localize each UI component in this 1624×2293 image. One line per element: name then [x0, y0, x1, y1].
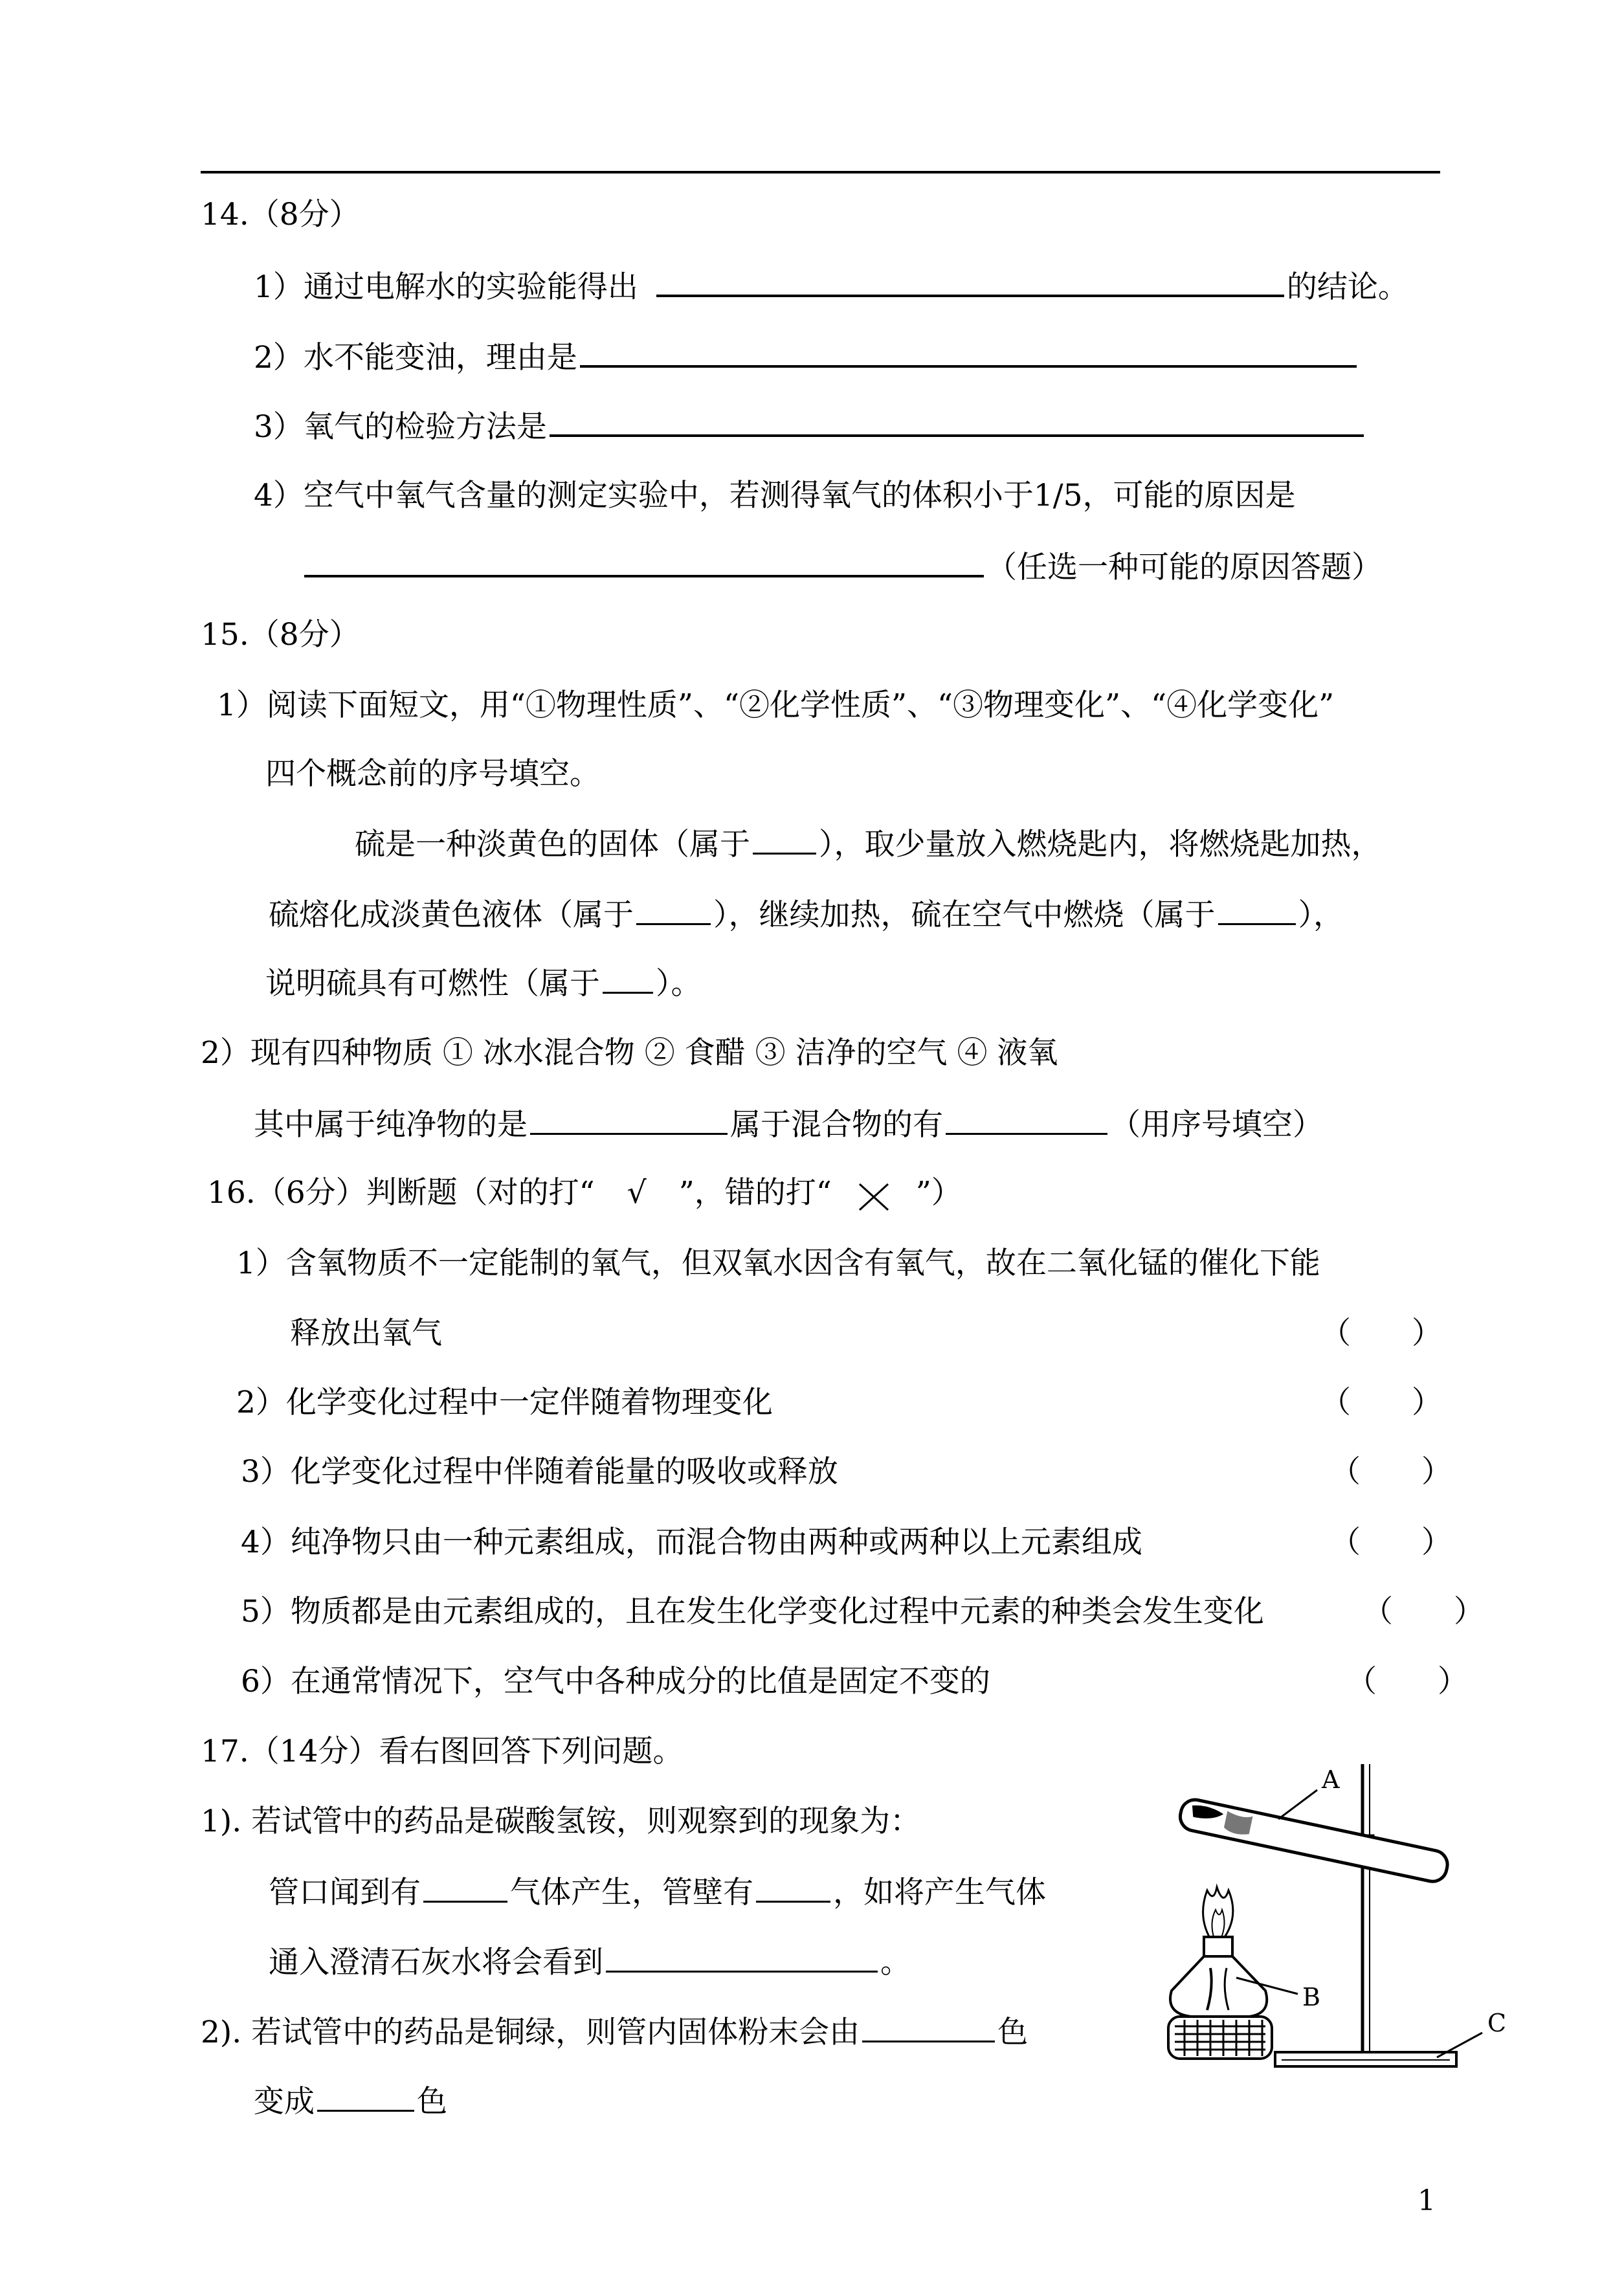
q15-para-2b: ），继续加热，硫在空气中燃烧（属于: [713, 897, 1216, 933]
q17-blank-4[interactable]: [862, 2012, 995, 2042]
q15-para-1b: ），取少量放入燃烧匙内，将燃烧匙加热，: [819, 827, 1382, 862]
q15-blank-6[interactable]: [946, 1104, 1107, 1135]
q17-item-2-cont: [254, 2081, 447, 2121]
q15-blank-3[interactable]: [1218, 897, 1296, 925]
q14-item-1: [254, 266, 1408, 307]
q16-item-1-cont: 释放出氧气: [290, 1315, 442, 1351]
q16-item-1: 1）含氧物质不一定能制的氧气，但双氧水因含有氧气，故在二氧化锰的催化下能: [236, 1246, 1320, 1281]
q15-para-3b: ）。: [656, 966, 702, 1001]
q17-item-1c: ，如将产生气体: [833, 1875, 1046, 1910]
q15-item-2a: 其中属于纯净物的是: [254, 1107, 528, 1143]
q16-header: [207, 1174, 962, 1214]
q14-blank-1[interactable]: [656, 266, 1284, 297]
q17-item-1: 1). 若试管中的药品是碳酸氢铵，则观察到的现象为：: [201, 1804, 921, 1839]
q14-item-3-text: 3）氧气的检验方法是: [254, 409, 547, 445]
q16-header-c: ”）: [915, 1175, 962, 1211]
q16-header-a: 16.（6分）判断题（对的打“: [207, 1175, 595, 1211]
q15-blank-5[interactable]: [530, 1104, 728, 1135]
q16-answer-3[interactable]: （ ）: [1330, 1454, 1452, 1490]
q15-para-line-2: [269, 896, 1344, 935]
q17-item-1-cont: [269, 1872, 1046, 1912]
q16-header-b: ”，错的打“: [678, 1175, 832, 1211]
q15-header: 15.（8分）: [201, 617, 360, 653]
q15-para-2a: 硫熔化成淡黄色液体（属于: [269, 897, 634, 933]
q14-item-2: [254, 337, 1359, 377]
cross-mark-icon: [832, 1176, 916, 1214]
q15-blank-4[interactable]: [603, 966, 653, 994]
q17-item-1a: 管口闻到有: [269, 1875, 421, 1910]
q15-item-2b: 属于混合物的有: [730, 1107, 943, 1143]
q16-item-2: 2）化学变化过程中一定伴随着物理变化: [236, 1385, 773, 1420]
q15-para-2c: ），: [1298, 897, 1344, 933]
q17-header: 17.（14分）看右图回答下列问题。: [201, 1734, 684, 1769]
q15-item-1: 1）阅读下面短文，用“①物理性质”、“②化学性质”、“③物理变化”、“④化学变化”: [217, 688, 1335, 723]
q16-answer-6[interactable]: （ ）: [1346, 1664, 1468, 1699]
q14-item-4-cont: [304, 546, 1382, 587]
q17-blank-5[interactable]: [317, 2081, 414, 2112]
figure-label-c: C: [1487, 2009, 1507, 2037]
q17-item-2: [201, 2012, 1028, 2052]
q14-header: 14.（8分）: [201, 197, 360, 232]
q14-item-1-text: 1）通过电解水的实验能得出: [254, 269, 638, 305]
q17-item-2a: 2). 若试管中的药品是铜绿，则管内固体粉末会由: [201, 2015, 860, 2050]
header-rule: [201, 171, 1440, 173]
q16-item-6: 6）在通常情况下，空气中各种成分的比值是固定不变的: [241, 1664, 990, 1699]
q15-blank-1[interactable]: [753, 827, 816, 855]
q15-para-line-1: [355, 825, 1382, 864]
q14-blank-3[interactable]: [550, 406, 1364, 437]
q17-blank-2[interactable]: [756, 1872, 830, 1903]
q14-item-4-tail: （任选一种可能的原因答题）: [986, 550, 1382, 585]
q17-item-1b: 气体产生，管壁有: [510, 1875, 753, 1910]
q17-blank-3[interactable]: [606, 1942, 878, 1973]
q16-answer-5[interactable]: （ ）: [1363, 1594, 1484, 1629]
q16-item-3: 3）化学变化过程中伴随着能量的吸收或释放: [241, 1454, 838, 1490]
q14-item-1-tail: 的结论。: [1286, 269, 1408, 305]
q16-item-5: 5）物质都是由元素组成的，且在发生化学变化过程中元素的种类会发生变化: [241, 1594, 1264, 1629]
q15-item-2-cont: [254, 1104, 1323, 1145]
heating-apparatus-icon: [1152, 1754, 1541, 2091]
q17-blank-1[interactable]: [423, 1872, 507, 1903]
q17-item-2c: 变成: [254, 2084, 315, 2120]
q14-item-4: 4）空气中氧气含量的测定实验中，若测得氧气的体积小于1/5，可能的原因是: [254, 478, 1296, 513]
figure-label-b: B: [1302, 1983, 1320, 2011]
q14-blank-2[interactable]: [580, 337, 1357, 368]
q14-item-3: [254, 406, 1366, 447]
q15-para-line-3: [265, 965, 702, 1003]
q15-item-2: 2）现有四种物质 ① 冰水混合物 ② 食醋 ③ 洁净的空气 ④ 液氧: [201, 1035, 1058, 1071]
check-mark: √: [627, 1175, 647, 1211]
page-number: 1: [1418, 2184, 1436, 2217]
q17-item-1d: 通入澄清石灰水将会看到: [269, 1945, 603, 1980]
figure-label-a: A: [1322, 1765, 1340, 1794]
q14-blank-4[interactable]: [304, 546, 984, 577]
q16-answer-1[interactable]: （ ）: [1320, 1315, 1442, 1351]
q17-item-1e: 。: [880, 1945, 911, 1980]
apparatus-figure: [1152, 1754, 1541, 2091]
q15-para-3a: 说明硫具有可燃性（属于: [265, 966, 600, 1001]
q17-item-2d: 色: [417, 2084, 447, 2120]
q16-answer-4[interactable]: （ ）: [1330, 1525, 1452, 1560]
q14-item-2-text: 2）水不能变油，理由是: [254, 340, 577, 375]
q15-para-1a: 硫是一种淡黄色的固体（属于: [355, 827, 750, 862]
q17-item-1-cont2: [269, 1942, 911, 1982]
q16-answer-2[interactable]: （ ）: [1320, 1385, 1442, 1420]
q17-item-2b: 色: [997, 2015, 1029, 2050]
q15-blank-2[interactable]: [636, 897, 711, 925]
q16-item-4: 4）纯净物只由一种元素组成，而混合物由两种或两种以上元素组成: [241, 1525, 1142, 1560]
q15-item-1-cont: 四个概念前的序号填空。: [265, 756, 600, 792]
q15-item-2c: （用序号填空）: [1110, 1107, 1323, 1143]
